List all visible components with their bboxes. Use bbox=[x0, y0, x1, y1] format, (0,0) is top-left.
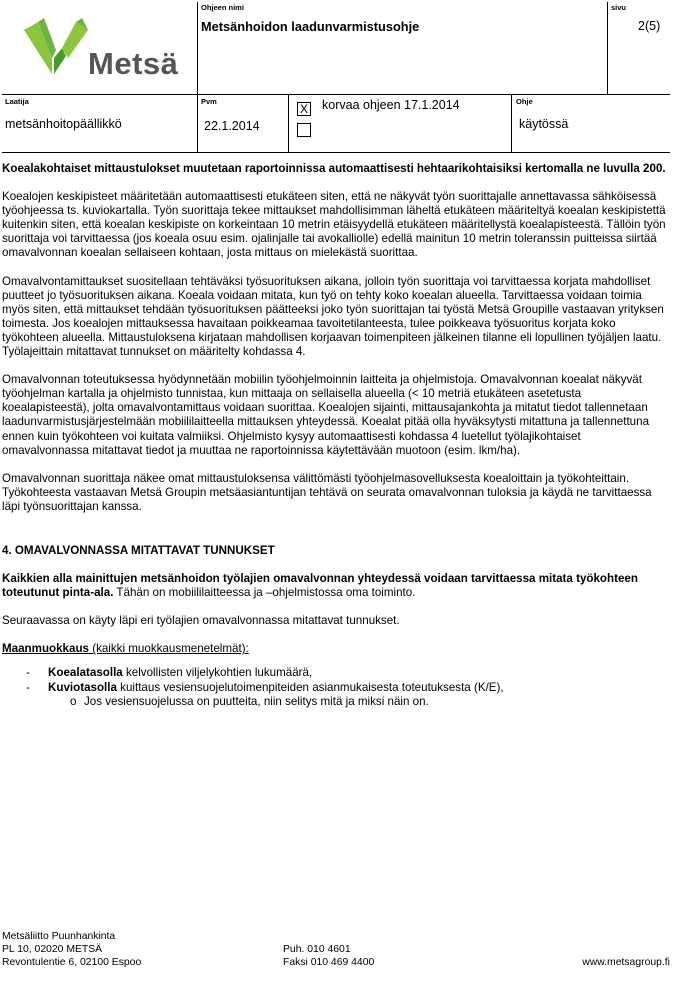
footer-web-link[interactable]: www.metsagroup.fi bbox=[582, 957, 670, 968]
list-item-bold: Koealatasolla bbox=[48, 666, 123, 680]
logo-text: Metsä bbox=[88, 46, 179, 81]
paragraph-omavalvontamittaukset: Omavalvontamittaukset suositellaan tehtäväksi työsuorituksen aikana, jolloin työn suorittaja voi tarvittaessa korjata mahdolliset puutteet jo työsuorituksen aikana. Koeala voidaan mitata, kun työ on tehty koko koealan alueella. Tarvittaessa voidaan toimia myös siten, että mittaukset tehdään työsuorituksen päätteeksi joko työn suorittajan tai työstä Metsä Groupille vastaavan yrityksen toimesta. Jos koealojen mittauksessa havaitaan poikkeamaa tavoitetilanteesta, tulee poikkeava työsuoritus korjata koko työkohteen alueella. Mittaustuloksena kirjataan mahdollisen korjaavan toimenpiteen jälkeinen tilanne eli lopullinen työjäljen laatu. Työlajeittain mitattavat tunnukset on määritelty kohdassa 4. bbox=[2, 274, 664, 359]
paragraph-seuraavassa: Seuraavassa on käyty läpi eri työlajien omavalvonnassa mitattavat tunnukset. bbox=[2, 614, 400, 628]
sub-list-item bbox=[2, 695, 668, 709]
maanmuokkaus-list bbox=[2, 666, 668, 694]
maanmuokkaus-title: Maanmuokkaus bbox=[2, 642, 89, 656]
list-item-text: kuittaus vesiensuojelutoimenpiteiden asianmukaisesta toteutuksesta (K/E), bbox=[116, 680, 504, 694]
footer-phone: Puh. 010 4601 bbox=[283, 944, 351, 955]
replaces-text: korvaa ohjeen 17.1.2014 bbox=[322, 98, 460, 112]
maanmuokkaus-heading bbox=[2, 642, 668, 656]
metsa-logo bbox=[8, 8, 198, 94]
date-label: Pvm bbox=[201, 97, 217, 106]
list-item bbox=[2, 681, 668, 695]
status-label: Ohje bbox=[516, 97, 533, 106]
paragraph-toteutus: Omavalvonnan toteutuksessa hyödynnetään mobiilin työohjelmoinnin laitteita ja ohjelmistoja. Omavalvonnan koealat näkyvät työohjelman kartalla ja ohjelmisto tunnistaa, kun mittaaja on sellaisella alueella (< 10 metriä etukäteen asetetusta koealapisteestä), jolta omavalvontamittaus voidaan suorittaa. Koealojen sijainti, mittausajankohta ja mitatut tiedot tallennetaan laadunvarmistusjärjestelmään mobiililaitteella mittauksen yhteydessä. Koealat pitää olla hyväksytysti mitattuna ja tallennettuna ennen kuin työkohteen voi kuitata valmiiksi. Ohjelmisto kysyy automaattisesti kohdassa 4 luetellut työlajikohtaiset omavalvonnassa mitattavat tiedot ja muuttaa ne raportoinnissa käytettävään muotoon (esim. lkm/ha). bbox=[2, 373, 650, 457]
page-label: sivu bbox=[611, 3, 627, 12]
list-dash: - bbox=[26, 666, 30, 680]
maanmuokkaus-note: (kaikki muokkausmenetelmät): bbox=[88, 642, 249, 656]
sub-list-text: Jos vesiensuojelussa on puutteita, niin selitys mitä ja miksi näin on. bbox=[84, 694, 429, 708]
pinta-ala-rest: Tähän on mobiililaitteessa ja –ohjelmistossa oma toiminto. bbox=[113, 586, 416, 600]
status-value: käytössä bbox=[519, 117, 569, 131]
replaces-checkbox: X bbox=[297, 102, 311, 116]
document-header bbox=[2, 2, 670, 154]
list-dash: - bbox=[26, 680, 30, 694]
author-value: metsänhoitopäällikkö bbox=[5, 117, 122, 131]
footer-address: Revontulentie 6, 02100 Espoo bbox=[2, 957, 142, 968]
doc-name: Metsänhoidon laadunvarmistusohje bbox=[201, 19, 420, 34]
page-value: 2(5) bbox=[638, 19, 661, 33]
paragraph-pinta-ala bbox=[2, 572, 668, 600]
date-value: 22.1.2014 bbox=[204, 119, 260, 133]
author-label: Laatija bbox=[5, 97, 29, 106]
footer-fax: Faksi 010 469 4400 bbox=[283, 957, 375, 968]
footer-org: Metsäliitto Puunhankinta bbox=[2, 931, 116, 942]
list-item-text: kelvollisten viljelykohtien lukumäärä, bbox=[122, 666, 313, 680]
list-item-bold: Kuviotasolla bbox=[48, 680, 117, 694]
pinta-ala-bold: Kaikkien alla mainittujen metsänhoidon työlajien omavalvonnan yhteydessä voidaan tarvittaessa mitata työkohteen toteutunut pinta-ala. bbox=[2, 572, 638, 600]
doc-name-label: Ohjeen nimi bbox=[201, 3, 244, 12]
sub-bullet-mark: o bbox=[70, 694, 77, 708]
list-item bbox=[2, 666, 668, 680]
paragraph-koealojen-keskipisteet: Koealojen keskipisteet määritetään automaattisesti etukäteen siten, että ne näkyvät työn suorittajalle annettavassa sähköisessä työohjeessa ts. kuviokartalla. Työn suorittaja tekee mittaukset mahdollisimman läheltä etukäteen määriteltyä koealan keskipistettä kuitenkin siten, että koealan keskipiste on korkeintaan 10 metrin etäisyydellä etukäteen määritellystä koealapisteestä. Tällöin työn suorittaja voi tarvittaessa (jos koeala osuu esim. ojalinjalle tai avokalliolle) edellä mainitun 10 metrin toleranssin puitteissa siirtää omavalvonnan koealan sellaiseen kohtaan, josta mittaus on mielekästä suorittaa. bbox=[2, 190, 666, 260]
document-body bbox=[2, 162, 668, 709]
section-heading: 4. OMAVALVONNASSA MITATTAVAT TUNNUKSET bbox=[2, 543, 275, 557]
empty-checkbox bbox=[297, 123, 311, 137]
footer-po: PL 10, 02020 METSÄ bbox=[2, 944, 103, 955]
intro-bold-paragraph: Koealakohtaiset mittaustulokset muutetaan raportoinnissa automaattisesti hehtaarikohtaisiksi kertomalla ne luvulla 200. bbox=[2, 162, 666, 175]
paragraph-suorittaja: Omavalvonnan suorittaja näkee omat mittaustuloksensa välittömästi työohjelmasovelluksesta koealoittain ja työkohteittain. Työkohteesta vastaavan Metsä Groupin metsäasiantuntijan tehtävä on seurata omavalvonnan tuloksia ja käydä ne tarvittaessa läpi työnsuorittajan kanssa. bbox=[2, 471, 652, 513]
